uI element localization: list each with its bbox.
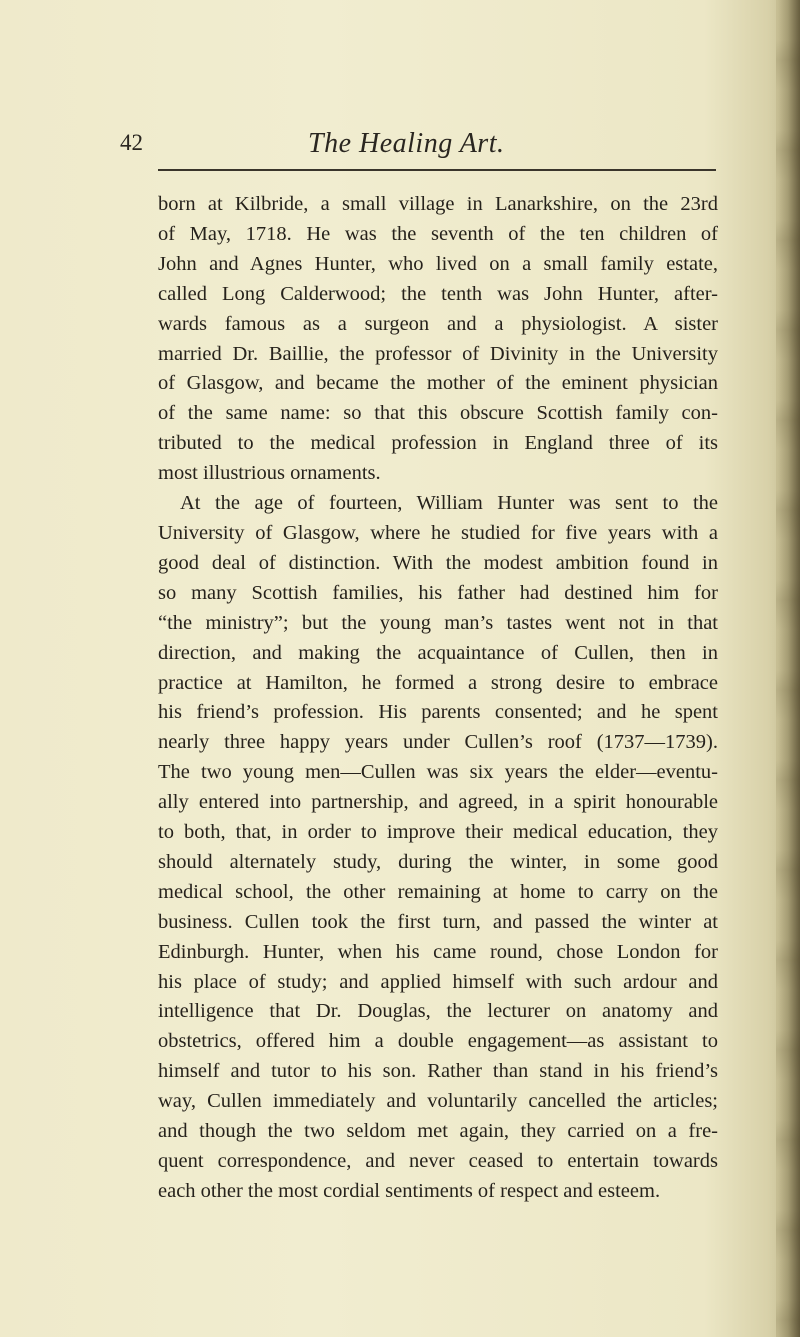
- text-line: should alternately study, during the winter, in some good: [158, 850, 718, 873]
- text-line: to both, that, in order to improve their medical education, they: [158, 821, 718, 844]
- text-line: quent correspondence, and never ceased to entertain towards: [158, 1150, 718, 1172]
- text-line: ally entered into partnership, and agreed, in a spirit honourable: [158, 791, 718, 814]
- text-line: born at Kilbride, a small village in Lanarkshire, on the 23rd: [158, 193, 718, 215]
- text-line: of May, 1718. He was the seventh of the ten children of: [158, 222, 718, 245]
- header-rule: [158, 169, 716, 171]
- text-line: Edinburgh. Hunter, when his came round, chose London for: [158, 940, 718, 963]
- text-line: good deal of distinction. With the modest ambition found in: [158, 551, 718, 574]
- text-line: direction, and making the acquaintance of Cullen, then in: [158, 641, 718, 664]
- page-number: 42: [120, 130, 143, 155]
- text-line: his place of study; and applied himself with such ardour and: [158, 970, 718, 993]
- text-line: tributed to the medical profession in England three of its: [158, 432, 718, 455]
- text-line: his friend’s profession. His parents consented; and he spent: [158, 701, 718, 724]
- text-line: “the ministry”; but the young man’s tastes went not in that: [158, 611, 718, 634]
- text-line: and though the two seldom met again, they carried on a fre-: [158, 1120, 718, 1143]
- text-line: University of Glasgow, where he studied for five years with a: [158, 521, 718, 544]
- text-line: most illustrious ornaments.: [158, 462, 381, 485]
- text-line: each other the most cordial sentiments of respect and esteem.: [158, 1179, 661, 1202]
- text-line: intelligence that Dr. Douglas, the lecturer on anatomy and: [158, 1000, 718, 1023]
- text-line: obstetrics, offered him a double engagement—as assistant to: [158, 1030, 718, 1053]
- body-text: [158, 190, 718, 1207]
- running-title: The Healing Art.: [308, 128, 505, 159]
- text-line: called Long Calderwood; the tenth was John Hunter, after-: [158, 282, 718, 305]
- text-line: nearly three happy years under Cullen’s roof (1737—1739).: [158, 731, 718, 754]
- page-edge-shadow: [778, 0, 800, 1337]
- text-line: business. Cullen took the first turn, and passed the winter at: [158, 910, 718, 933]
- text-line: himself and tutor to his son. Rather than stand in his friend’s: [158, 1060, 718, 1083]
- text-line: medical school, the other remaining at home to carry on the: [158, 880, 718, 903]
- text-line: wards famous as a surgeon and a physiologist. A sister: [158, 312, 718, 335]
- text-line: married Dr. Baillie, the professor of Divinity in the University: [158, 342, 718, 365]
- text-line: The two young men—Cullen was six years the elder—eventu-: [158, 761, 718, 784]
- text-line: John and Agnes Hunter, who lived on a small family estate,: [158, 252, 718, 275]
- text-line: so many Scottish families, his father had destined him for: [158, 581, 718, 604]
- page-header: [120, 130, 720, 170]
- text-line: way, Cullen immediately and voluntarily cancelled the articles;: [158, 1090, 718, 1113]
- text-line: At the age of fourteen, William Hunter was sent to the: [180, 492, 718, 515]
- text-line: of Glasgow, and became the mother of the eminent physician: [158, 372, 718, 395]
- text-line: of the same name: so that this obscure Scottish family con-: [158, 402, 718, 425]
- text-line: practice at Hamilton, he formed a strong desire to embrace: [158, 671, 718, 694]
